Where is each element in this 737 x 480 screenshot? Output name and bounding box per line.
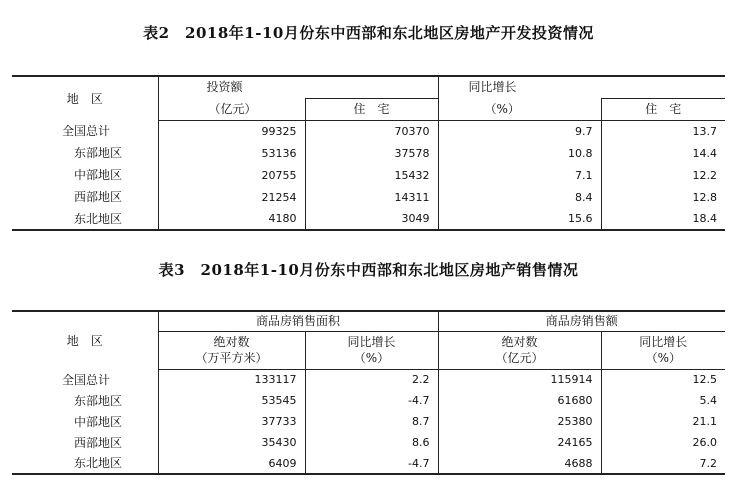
header-yoy-unit: （%）	[353, 351, 390, 365]
yoy-cell: 10.8	[438, 142, 601, 164]
header-yoy-residential: 住 宅	[601, 98, 725, 120]
header-amount-unit: （亿元）	[495, 351, 544, 365]
table-row	[12, 432, 725, 453]
table-row	[12, 186, 725, 208]
area-yoy-cell: 8.6	[305, 432, 438, 453]
investment-table	[12, 75, 725, 231]
investment-cell: 21254	[158, 186, 305, 208]
table-row	[12, 120, 725, 142]
amount-yoy-cell: 21.1	[601, 411, 725, 432]
header-area-unit: （万平方米）	[195, 351, 268, 365]
amount-yoy-cell: 5.4	[601, 390, 725, 411]
amount-yoy-cell: 12.5	[601, 369, 725, 390]
header-region: 地 区	[12, 311, 158, 369]
region-cell: 东北地区	[12, 208, 158, 230]
header-yoy-label: 同比增长	[347, 335, 396, 349]
yoy-residential-cell: 13.7	[601, 120, 725, 142]
table-row	[12, 369, 725, 390]
amount-cell: 115914	[438, 369, 601, 390]
header-area-yoy	[305, 331, 438, 369]
table-row	[12, 453, 725, 474]
table3-title: 表3 2018年1-10月份东中西部和东北地区房地产销售情况	[158, 261, 579, 279]
yoy-cell: 7.1	[438, 164, 601, 186]
yoy-cell: 15.6	[438, 208, 601, 230]
header-residential: 住 宅	[305, 98, 438, 120]
area-yoy-cell: 8.7	[305, 411, 438, 432]
yoy-residential-cell: 18.4	[601, 208, 725, 230]
yoy-residential-cell: 14.4	[601, 142, 725, 164]
area-yoy-cell: 2.2	[305, 369, 438, 390]
yoy-residential-cell: 12.8	[601, 186, 725, 208]
area-cell: 53545	[158, 390, 305, 411]
region-cell: 中部地区	[74, 168, 123, 182]
header-investment-unit: （亿元）	[158, 98, 305, 120]
amount-cell: 25380	[438, 411, 601, 432]
table-row	[12, 164, 725, 186]
yoy-cell: 8.4	[438, 186, 601, 208]
table-row	[12, 208, 725, 230]
investment-cell: 53136	[158, 142, 305, 164]
yoy-cell: 9.7	[438, 120, 601, 142]
header-area-absolute	[158, 331, 305, 369]
region-cell: 东部地区	[74, 393, 123, 408]
region-cell: 西部地区	[74, 190, 123, 204]
region-cell: 全国总计	[62, 372, 111, 387]
header-yoy-label: 同比增长	[639, 335, 688, 349]
residential-cell: 37578	[305, 142, 438, 164]
header-investment: 投资额	[158, 76, 438, 98]
residential-cell: 3049	[305, 208, 438, 230]
amount-cell: 4688	[438, 453, 601, 474]
area-yoy-cell: -4.7	[305, 453, 438, 474]
table2-title: 表2 2018年1-10月份东中西部和东北地区房地产开发投资情况	[143, 24, 594, 42]
investment-cell: 4180	[158, 208, 305, 230]
header-amount-yoy	[601, 331, 725, 369]
table-row	[12, 411, 725, 432]
table-row	[12, 390, 725, 411]
area-cell: 6409	[158, 453, 305, 474]
region-cell: 全国总计	[62, 124, 111, 138]
area-cell: 133117	[158, 369, 305, 390]
region-cell: 中部地区	[74, 414, 123, 429]
sales-table	[12, 310, 725, 475]
header-absolute-label: 绝对数	[501, 335, 538, 349]
header-amount-group: 商品房销售额	[438, 311, 725, 331]
header-region: 地 区	[12, 76, 158, 120]
header-area-group: 商品房销售面积	[158, 311, 438, 331]
residential-cell: 70370	[305, 120, 438, 142]
header-yoy-unit: （%）	[645, 351, 681, 365]
yoy-residential-cell: 12.2	[601, 164, 725, 186]
amount-yoy-cell: 26.0	[601, 432, 725, 453]
header-absolute-label: 绝对数	[213, 335, 250, 349]
amount-cell: 24165	[438, 432, 601, 453]
area-yoy-cell: -4.7	[305, 390, 438, 411]
amount-yoy-cell: 7.2	[601, 453, 725, 474]
table-row	[12, 142, 725, 164]
amount-cell: 61680	[438, 390, 601, 411]
region-cell: 东北地区	[12, 453, 158, 474]
area-cell: 37733	[158, 411, 305, 432]
residential-cell: 15432	[305, 164, 438, 186]
header-yoy-unit: （%）	[438, 98, 601, 120]
region-cell: 西部地区	[74, 435, 123, 450]
header-yoy: 同比增长	[438, 76, 725, 98]
area-cell: 35430	[158, 432, 305, 453]
investment-cell: 99325	[158, 120, 305, 142]
residential-cell: 14311	[305, 186, 438, 208]
header-amount-absolute	[438, 331, 601, 369]
investment-cell: 20755	[158, 164, 305, 186]
region-cell: 东部地区	[74, 146, 123, 160]
